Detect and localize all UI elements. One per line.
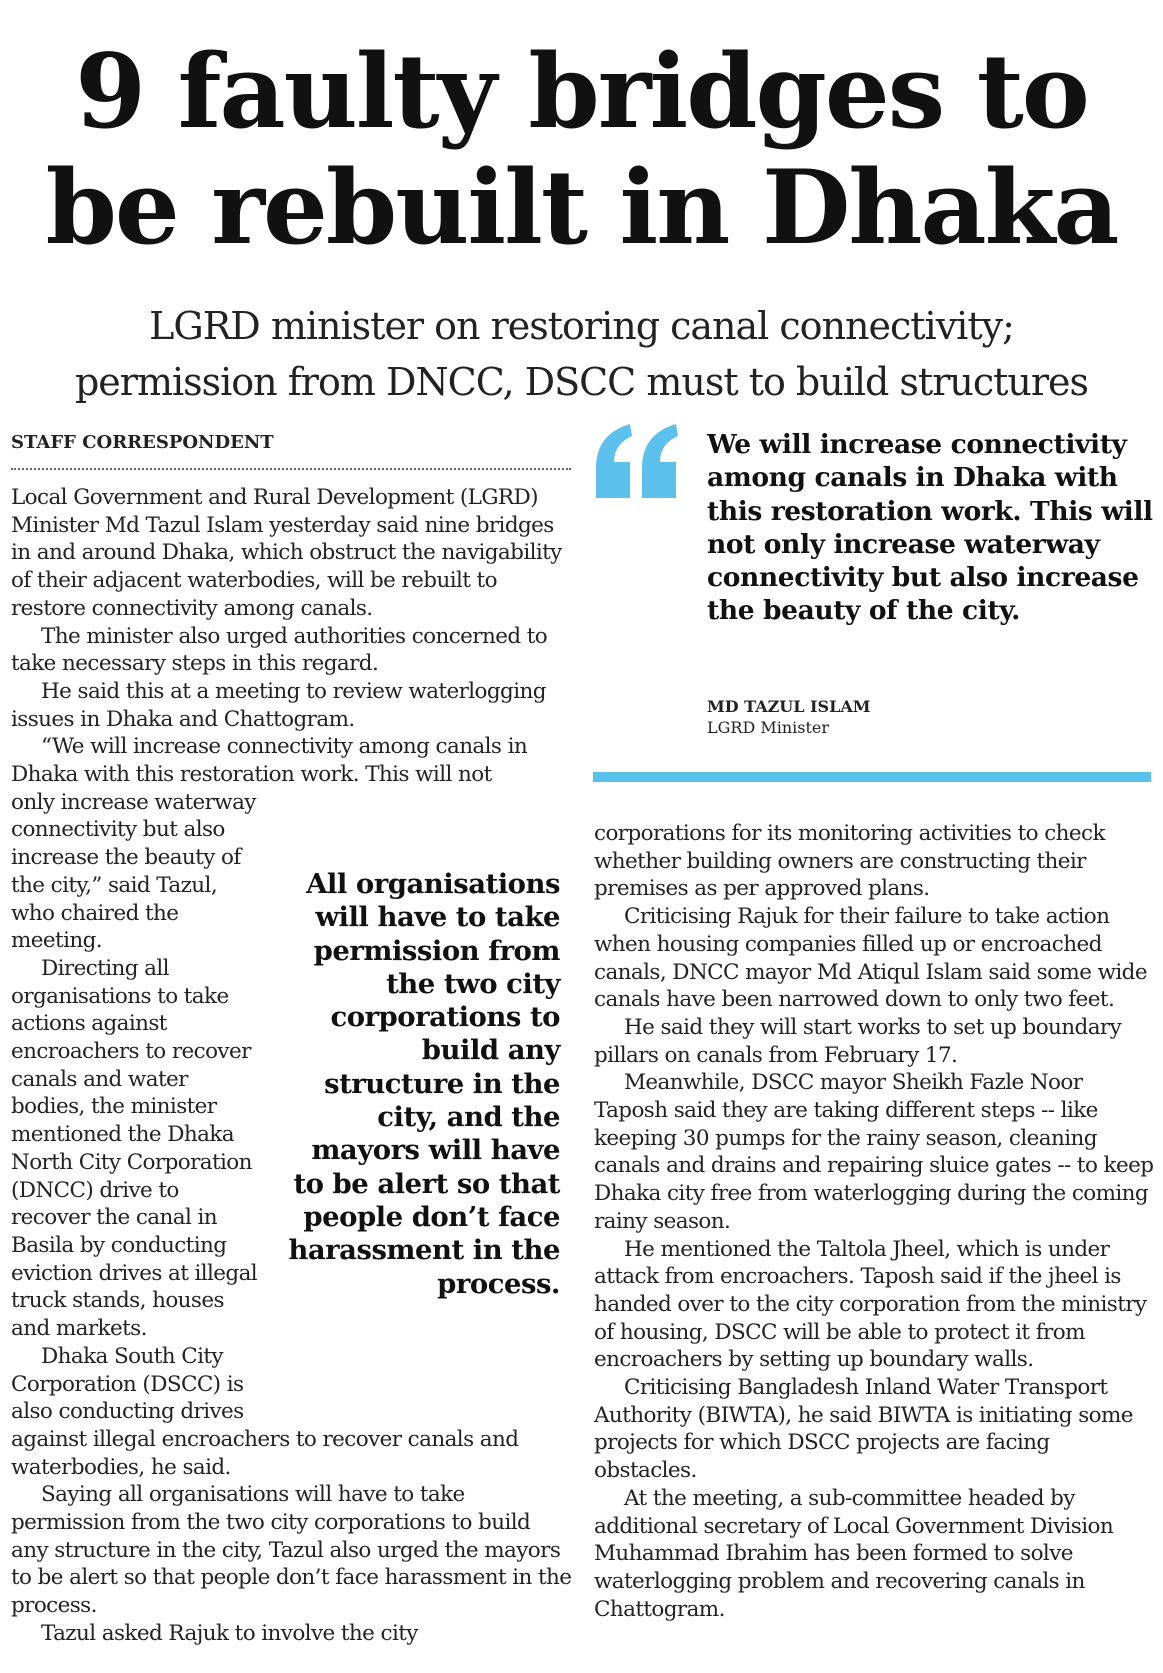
quote-attribution-name: MD TAZUL ISLAM xyxy=(707,697,871,716)
pull-quote: All organisations will have to take permission from the two city corporations to build any structure in the city, and the mayors will have to be alert so that people don’t face harassment in the process. xyxy=(288,868,560,1300)
paragraph: Meanwhile, DSCC mayor Sheikh Fazle Noor Taposh said they are taking different steps -- like keeping 30 pumps for the rainy season, cleaning canals and drains and repairing sluice gates -- to keep Dhaka city free from waterlogging during the coming rainy season. xyxy=(594,1070,1154,1234)
paragraph: He mentioned the Taltola Jheel, which is under attack from encroachers. Taposh said if the jheel is handed over to the city corporation from the ministry of housing, DSCC will be able to protect it from encroachers by setting up boundary walls. xyxy=(594,1236,1147,1373)
wrapped-section xyxy=(11,789,261,1426)
paragraph: against illegal encroachers to recover canals and waterbodies, he said. xyxy=(11,1426,519,1480)
paragraph: Local Government and Rural Development (LGRD) Minister Md Tazul Islam yesterday said nine bridges in and around Dhaka, which obstruct the navigability of their adjacent waterbodies, will be rebuilt to restore connectivity among canals. xyxy=(11,485,562,621)
paragraph: Criticising Rajuk for their failure to take action when housing companies filled up or encroached canals, DNCC mayor Md Atiqul Islam said some wide canals have been narrowed down to only two feet. xyxy=(594,904,1147,1013)
paragraph: “We will increase connectivity among canals in Dhaka with this restoration work. This will not xyxy=(11,734,528,788)
paragraph: He said this at a meeting to review waterlogging issues in Dhaka and Chattogram. xyxy=(11,678,546,732)
paragraph: Directing all organisations to take actions against encroachers to recover canals and water bodies, the minister mentioned the Dhaka North City Corporation (DNCC) drive to recover the canal in Basila by conducting eviction drives at illegal truck stands, houses and markets. xyxy=(11,955,258,1342)
paragraph: At the meeting, a sub-committee headed by additional secretary of Local Government Division Muhammad Ibrahim has been formed to solve waterlogging problem and recovering canals in Chattogram. xyxy=(594,1485,1114,1622)
headline xyxy=(0,34,1163,266)
headline-line-1: 9 faulty bridges to xyxy=(75,32,1088,152)
paragraph: Saying all organisations will have to take permission from the two city corporations to build any structure in the city, Tazul also urged the mayors to be alert so that people don’t face harassment in the process. xyxy=(11,1482,572,1619)
paragraph: He said they will start works to set up boundary pillars on canals from February 17. xyxy=(594,1014,1122,1068)
quote-divider xyxy=(593,772,1151,782)
byline: STAFF CORRESPONDENT xyxy=(11,432,274,453)
article-column-2 xyxy=(594,820,1156,1623)
quote-text: We will increase connectivity among canals in Dhaka with this restoration work. This will not only increase waterway connectivity but also increase the beauty of the city. xyxy=(707,429,1153,627)
subheadline xyxy=(0,298,1163,410)
subhead-line-1: LGRD minister on restoring canal connectivity; xyxy=(149,304,1014,348)
paragraph: Criticising Bangladesh Inland Water Transport Authority (BIWTA), he said BIWTA is initiating some projects for which DSCC projects are facing obstacles. xyxy=(594,1375,1133,1484)
paragraph: only increase waterway connectivity but also increase the beauty of the city,” said Tazul, who chaired the meeting. xyxy=(11,789,256,954)
paragraph: Dhaka South City Corporation (DSCC) is also conducting drives xyxy=(11,1343,244,1425)
quote-attribution-title: LGRD Minister xyxy=(707,718,830,737)
paragraph: The minister also urged authorities concerned to take necessary steps in this regard. xyxy=(11,623,548,677)
paragraph: corporations for its monitoring activities to check whether building owners are constructing their premises as per approved plans. xyxy=(594,821,1105,902)
subhead-line-2: permission from DNCC, DSCC must to build structures xyxy=(74,360,1089,404)
headline-line-2: be rebuilt in Dhaka xyxy=(45,148,1118,268)
paragraph: Tazul asked Rajuk to involve the city xyxy=(41,1620,418,1646)
quote-mark-icon xyxy=(592,420,682,520)
byline-divider xyxy=(11,468,571,470)
